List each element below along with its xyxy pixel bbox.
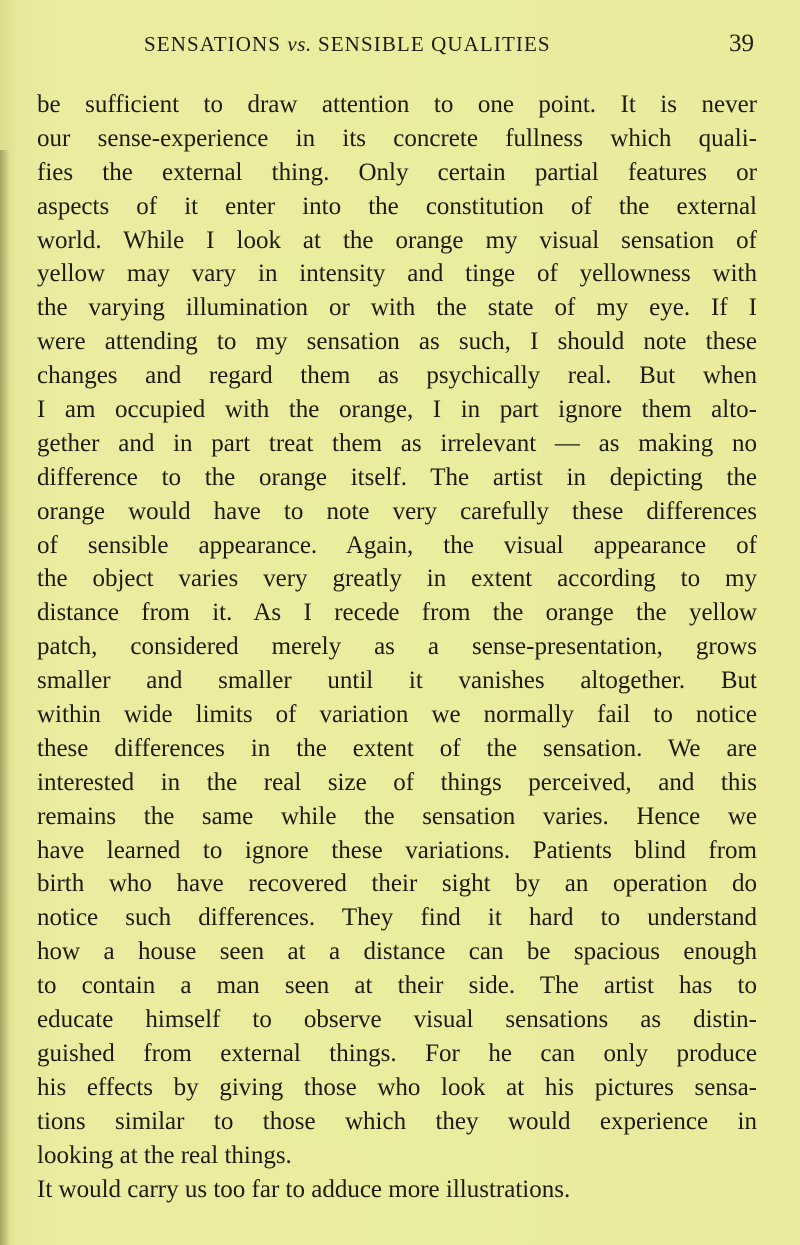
text-line: It would carry us too far to adduce more illustrations. [37,1175,571,1203]
text-line: looking at the real things. [37,1141,292,1169]
running-head-vs: vs. [287,32,312,56]
text-line: orange would have to note very carefully these differences [37,497,757,525]
text-line: the varying illumination or with the state of my eye. If I [37,294,757,322]
text-line: tions similar to those which they would experience in [37,1107,757,1135]
body-text [37,88,757,1206]
running-head-title: SENSATIONS vs. SENSIBLE QUALITIES [144,32,551,56]
text-line: within wide limits of variation we normally fail to notice [37,701,757,729]
text-line: changes and regard them as psychically real. But when [37,362,757,390]
binding-shadow [0,150,10,1245]
text-line: gether and in part treat them as irrelevant — as making no [37,429,757,457]
text-line: patch, considered merely as a sense-presentation, grows [37,633,757,661]
text-line: were attending to my sensation as such, I should note these [37,328,757,356]
text-line: be sufficient to draw attention to one point. It is never [37,91,757,118]
text-line: yellow may vary in intensity and tinge of yellowness with [37,260,757,288]
text-line: our sense-experience in its concrete fullness which quali- [37,124,757,152]
text-line: world. While I look at the orange my visual sensation of [37,226,757,254]
text-line: guished from external things. For he can only produce [37,1039,757,1067]
text-line: remains the same while the sensation varies. Hence we [37,802,757,830]
text-line: have learned to ignore these variations. Patients blind from [37,836,757,864]
text-line: the object varies very greatly in extent according to my [37,565,757,593]
text-line: birth who have recovered their sight by an operation do [37,870,757,898]
text-line: interested in the real size of things perceived, and this [37,768,757,796]
text-line: aspects of it enter into the constitution of the external [37,192,757,220]
text-line: his effects by giving those who look at his pictures sensa- [37,1073,757,1101]
text-line: to contain a man seen at their side. The artist has to [37,972,757,1000]
text-line: distance from it. As I recede from the orange the yellow [37,599,757,627]
text-line: how a house seen at a distance can be spacious enough [37,938,757,966]
text-line: I am occupied with the orange, I in part ignore them alto- [37,396,757,424]
text-line: notice such differences. They find it hard to understand [37,904,757,932]
text-line: fies the external thing. Only certain partial features or [37,158,757,186]
running-head [118,32,754,62]
text-line: difference to the orange itself. The artist in depicting the [37,463,757,491]
text-line: smaller and smaller until it vanishes altogether. But [37,667,757,695]
page-number: 39 [729,30,754,57]
text-line: these differences in the extent of the sensation. We are [37,734,757,762]
text-line: of sensible appearance. Again, the visual appearance of [37,531,757,559]
text-line: educate himself to observe visual sensations as distin- [37,1006,757,1034]
